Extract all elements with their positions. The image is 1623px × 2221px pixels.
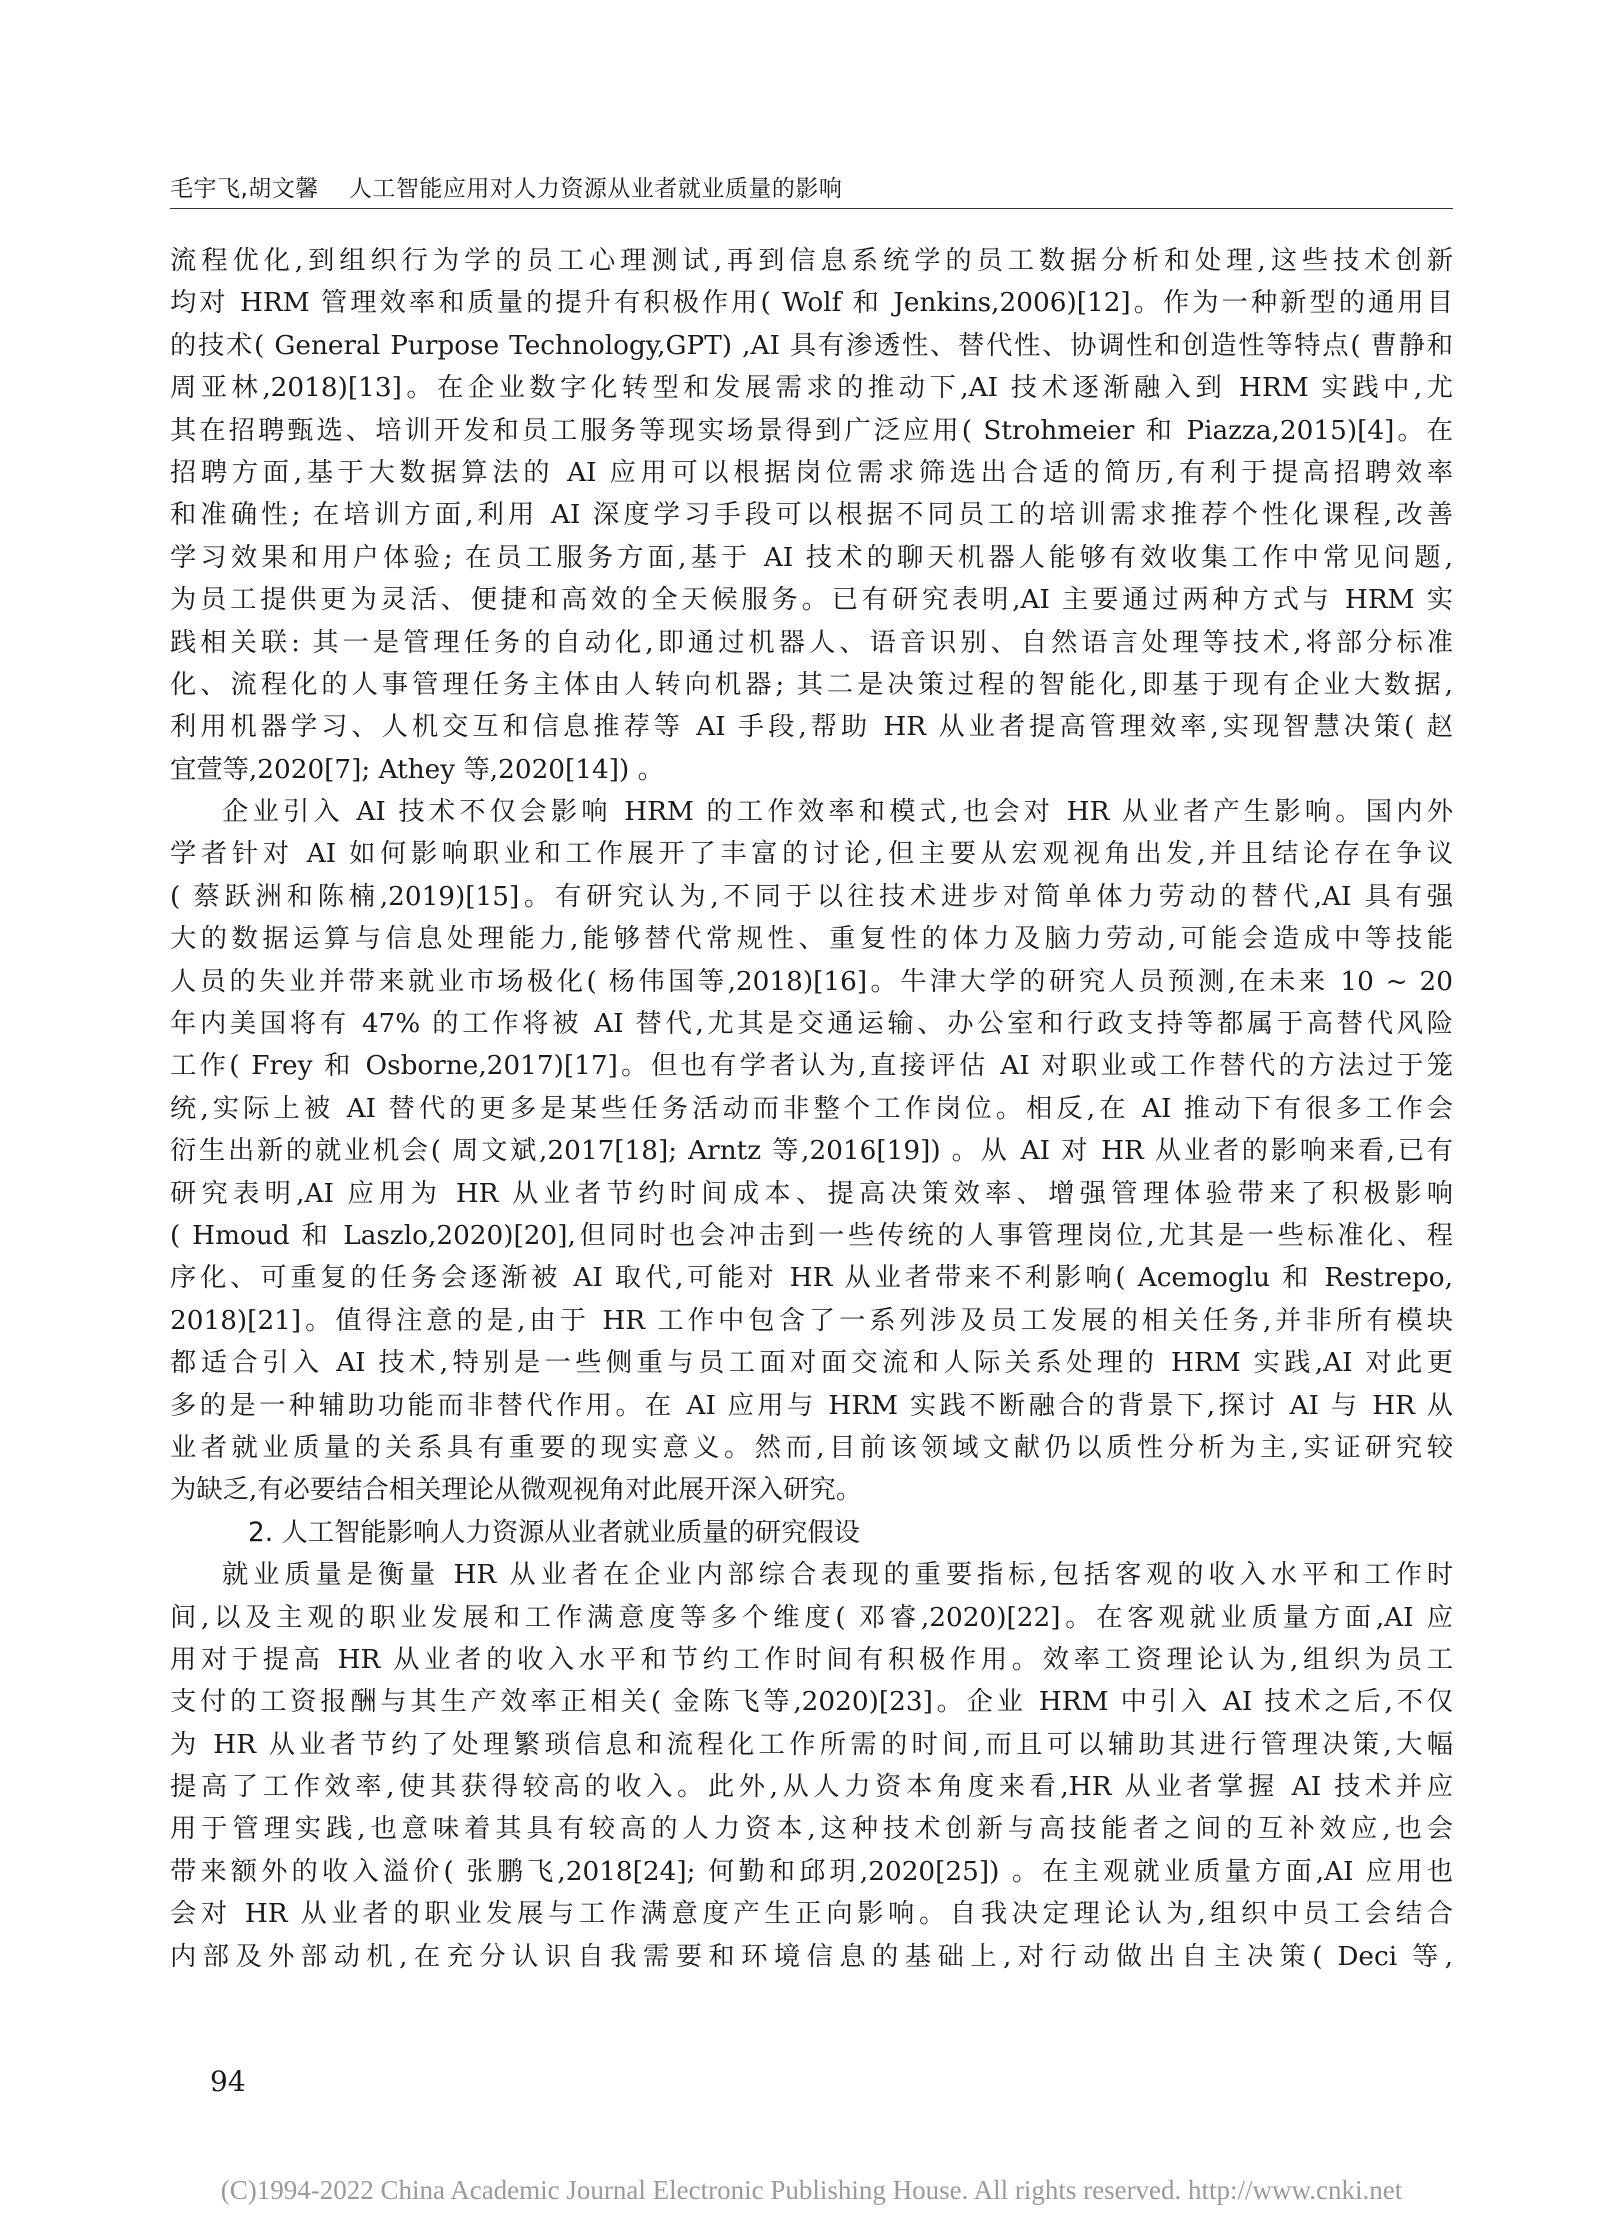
text-line: 大的数据运算与信息处理能力,能够替代常规性、重复性的体力及脑力劳动,可能会造成中等技能 — [170, 924, 1453, 955]
article-body — [170, 240, 1453, 1978]
text-line: 人员的失业并带来就业市场极化( 杨伟国等,2018)[16]。牛津大学的研究人员预测,在未来 10 ~ 20 — [170, 966, 1453, 997]
text-line: 工作( Frey 和 Osborne,2017)[17]。但也有学者认为,直接评估 AI 对职业或工作替代的方法过于笼 — [170, 1051, 1453, 1082]
text-line: 多的是一种辅助功能而非替代作用。在 AI 应用与 HRM 实践不断融合的背景下,探讨 AI 与 HR 从 — [170, 1390, 1453, 1421]
text-line: 都适合引入 AI 技术,特别是一些侧重与员工面对面交流和人际关系处理的 HRM 实践,AI 对此更 — [170, 1348, 1453, 1379]
text-line: 内部及外部动机,在充分认识自我需要和环境信息的基础上,对行动做出自主决策( Deci 等, — [170, 1941, 1453, 1972]
header-title: 人工智能应用对人力资源从业者就业质量的影响 — [348, 176, 843, 202]
running-header — [170, 170, 1450, 203]
text-line: 其在招聘甄选、培训开发和员工服务等现实场景得到广泛应用( Strohmeier 和 Piazza,2015)[4]。在 — [170, 415, 1453, 446]
text-line: 序化、可重复的任务会逐渐被 AI 取代,可能对 HR 从业者带来不利影响( Acemoglu 和 Restrepo, — [170, 1263, 1453, 1294]
text-line: ( 蔡跃洲和陈楠,2019)[15]。有研究认为,不同于以往技术进步对简单体力劳动的替代,AI 具有强 — [170, 881, 1453, 912]
text-line: 用于管理实践,也意味着其具有较高的人力资本,这种技术创新与高技能者之间的互补效应,也会 — [170, 1814, 1453, 1845]
text-line: 研究表明,AI 应用为 HR 从业者节约时间成本、提高决策效率、增强管理体验带来了积极影响 — [170, 1178, 1453, 1209]
text-line: 间,以及主观的职业发展和工作满意度等多个维度( 邓睿,2020)[22]。在客观就业质量方面,AI 应 — [170, 1602, 1453, 1633]
text-line: 宜萱等,2020[7]; Athey 等,2020[14]) 。 — [170, 754, 664, 785]
text-line: 用对于提高 HR 从业者的收入水平和节约工作时间有积极作用。效率工资理论认为,组织为员工 — [170, 1644, 1453, 1675]
text-line: 提高了工作效率,使其获得较高的收入。此外,从人力资本角度来看,HR 从业者掌握 AI 技术并应 — [170, 1772, 1453, 1803]
text-line: 为缺乏,有必要结合相关理论从微观视角对此展开深入研究。 — [170, 1475, 863, 1506]
text-line: 企业引入 AI 技术不仅会影响 HRM 的工作效率和模式,也会对 HR 从业者产生影响。国内外 — [222, 797, 1453, 828]
text-line: 为 HR 从业者节约了处理繁琐信息和流程化工作所需的时间,而且可以辅助其进行管理决策,大幅 — [170, 1729, 1453, 1760]
text-line: 周亚林,2018)[13]。在企业数字化转型和发展需求的推动下,AI 技术逐渐融入到 HRM 实践中,尤 — [170, 373, 1453, 404]
text-line: 利用机器学习、人机交互和信息推荐等 AI 手段,帮助 HR 从业者提高管理效率,实现智慧决策( 赵 — [170, 712, 1453, 743]
text-line: 化、流程化的人事管理任务主体由人转向机器; 其二是决策过程的智能化,即基于现有企业大数据, — [170, 669, 1453, 700]
text-line: 统,实际上被 AI 替代的更多是某些任务活动而非整个工作岗位。相反,在 AI 推动下有很多工作会 — [170, 1093, 1453, 1124]
text-line: 学习效果和用户体验; 在员工服务方面,基于 AI 技术的聊天机器人能够有效收集工作中常见问题, — [170, 542, 1453, 573]
text-line: 招聘方面,基于大数据算法的 AI 应用可以根据岗位需求筛选出合适的简历,有利于提高招聘效率 — [170, 457, 1453, 488]
header-divider — [170, 208, 1453, 209]
section-heading: 2. 人工智能影响人力资源从业者就业质量的研究假设 — [248, 1517, 860, 1548]
text-line: 学者针对 AI 如何影响职业和工作展开了丰富的讨论,但主要从宏观视角出发,并且结论存在争议 — [170, 839, 1453, 870]
text-line: ( Hmoud 和 Laszlo,2020)[20],但同时也会冲击到一些传统的人事管理岗位,尤其是一些标准化、程 — [170, 1220, 1453, 1251]
text-line: 会对 HR 从业者的职业发展与工作满意度产生正向影响。自我决定理论认为,组织中员工会结合 — [170, 1899, 1453, 1930]
text-line: 践相关联: 其一是管理任务的自动化,即通过机器人、语音识别、自然语言处理等技术,将部分标准 — [170, 627, 1453, 658]
text-line: 衍生出新的就业机会( 周文斌,2017[18]; Arntz 等,2016[19]) 。从 AI 对 HR 从业者的影响来看,已有 — [170, 1136, 1453, 1167]
text-line: 和准确性; 在培训方面,利用 AI 深度学习手段可以根据不同员工的培训需求推荐个性化课程,改善 — [170, 500, 1453, 531]
copyright-footer: (C)1994-2022 China Academic Journal Electronic Publishing House. All rights reserved. http://www.cnki.net — [220, 2175, 1403, 2205]
text-line: 年内美国将有 47% 的工作将被 AI 替代,尤其是交通运输、办公室和行政支持等都属于高替代风险 — [170, 1009, 1453, 1040]
header-authors: 毛宇飞,胡文馨 — [170, 176, 319, 202]
page-number: 94 — [210, 2065, 246, 2098]
text-line: 业者就业质量的关系具有重要的现实意义。然而,目前该领域文献仍以质性分析为主,实证研究较 — [170, 1432, 1453, 1463]
text-line: 2018)[21]。值得注意的是,由于 HR 工作中包含了一系列涉及员工发展的相关任务,并非所有模块 — [170, 1305, 1453, 1336]
text-line: 为员工提供更为灵活、便捷和高效的全天候服务。已有研究表明,AI 主要通过两种方式与 HRM 实 — [170, 585, 1453, 616]
text-line: 带来额外的收入溢价( 张鹏飞,2018[24]; 何勤和邱玥,2020[25]) 。在主观就业质量方面,AI 应用也 — [170, 1856, 1453, 1887]
text-line: 就业质量是衡量 HR 从业者在企业内部综合表现的重要指标,包括客观的收入水平和工作时 — [222, 1560, 1453, 1591]
text-line: 均对 HRM 管理效率和质量的提升有积极作用( Wolf 和 Jenkins,2006)[12]。作为一种新型的通用目 — [170, 288, 1453, 319]
text-line: 支付的工资报酬与其生产效率正相关( 金陈飞等,2020)[23]。企业 HRM 中引入 AI 技术之后,不仅 — [170, 1687, 1453, 1718]
text-line: 的技术( General Purpose Technology,GPT) ,AI 具有渗透性、替代性、协调性和创造性等特点( 曹静和 — [170, 330, 1453, 361]
text-line: 流程优化,到组织行为学的员工心理测试,再到信息系统学的员工数据分析和处理,这些技术创新 — [170, 246, 1453, 276]
